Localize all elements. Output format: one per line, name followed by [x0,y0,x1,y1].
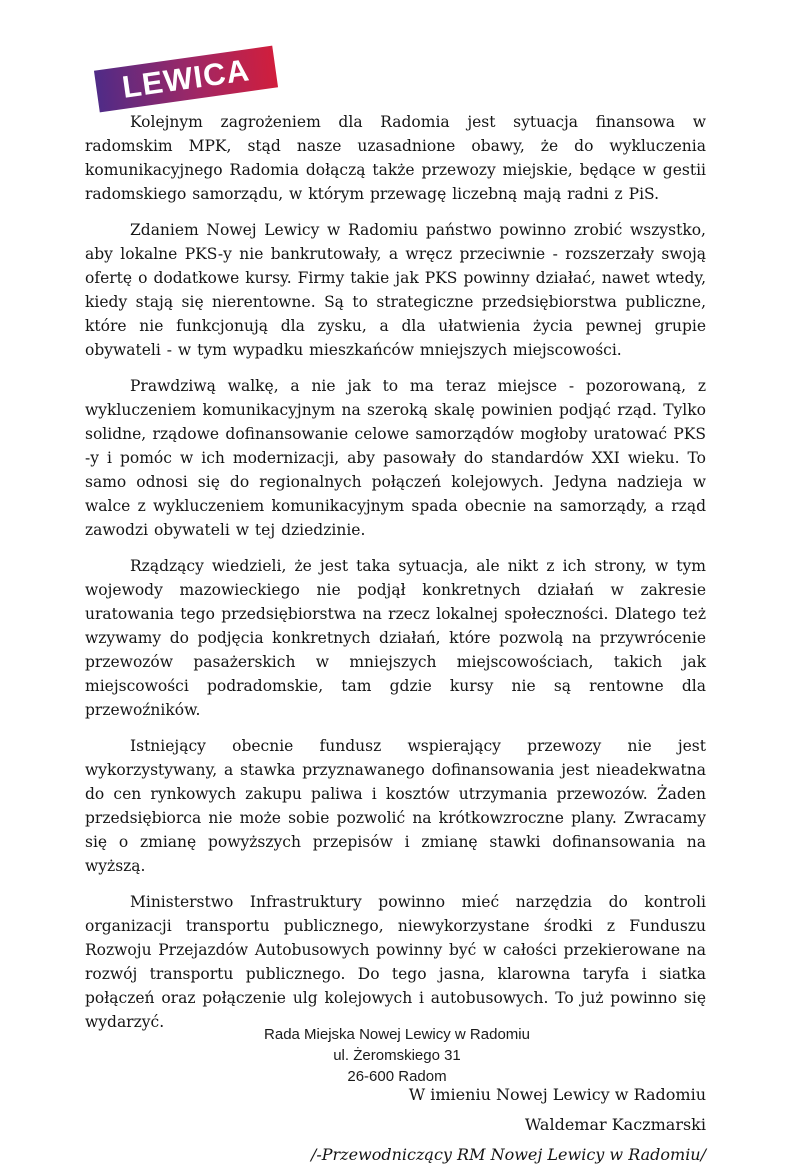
body-paragraph: Rządzący wiedzieli, że jest taka sytuacja, ale nikt z ich strony, w tym wojewody mazowieckiego nie podjął konkretnych działań w zakresie uratowania tego przedsiębiorstwa na rzecz lokalnej społeczności. Dlatego też wzywamy do podjęcia konkretnych działań, które pozwolą na przywrócenie przewozów pasażerskich w mniejszych miejscowościach, takich jak miejscowości podradomskie, tam gdzie kursy nie są rentowne dla przewoźników. [85,557,706,719]
signature-name: Waldemar Kaczmarski [524,1115,706,1134]
body-paragraph: Ministerstwo Infrastruktury powinno mieć narzędzia do kontroli organizacji transportu publicznego, niewykorzystane środki z Funduszu Rozwoju Przejazdów Autobusowych powinny być w całości przekierowane na rozwój transportu publicznego. Do tego jasna, klarowna taryfa i siatka połączeń oraz połączenie ulg kolejowych i autobusowych. To już powinno się wydarzyć. [85,893,706,1031]
footer-city: 26-600 Radom [347,1068,447,1085]
lewica-logo [94,46,278,112]
body-paragraph: Zdaniem Nowej Lewicy w Radomiu państwo powinno zrobić wszystko, aby lokalne PKS-y nie bankrutowały, a wręcz przeciwnie - rozszerzały swoją ofertę o dodatkowe kursy. Firmy takie jak PKS powinny działać, nawet wtedy, kiedy stają się nierentowne. Są to strategiczne przedsiębiorstwa publiczne, które nie funkcjonują dla zysku, a dla ułatwienia życia pewnej grupie obywateli - w tym wypadku mieszkańców mniejszych miejscowości. [85,221,706,359]
lewica-logo-banner [94,46,278,113]
body-paragraph: Istniejący obecnie fundusz wspierający przewozy nie jest wykorzystywany, a stawka przyznawanego dofinansowania jest nieadekwatna do cen rynkowych zakupu paliwa i kosztów utrzymania przewozów. Żaden przedsiębiorca nie może sobie pozwolić na krótkowzroczne plany. Zwracamy się o zmianę powyższych przepisów i zmianę stawki dofinansowania na wyższą. [85,737,706,875]
footer-address [0,1024,794,1087]
signature-role: /-Przewodniczący RM Nowej Lewicy w Radomiu/ [310,1145,706,1164]
signature-block [85,1080,706,1170]
footer-street: ul. Żeromskiego 31 [333,1047,461,1064]
letter-body [85,110,706,1170]
signature-on-behalf: W imieniu Nowej Lewicy w Radomiu [408,1085,706,1104]
footer-organization: Rada Miejska Nowej Lewicy w Radomiu [264,1026,530,1043]
body-paragraph: Kolejnym zagrożeniem dla Radomia jest sytuacja finansowa w radomskim MPK, stąd nasze uzasadnione obawy, że do wykluczenia komunikacyjnego Radomia dołączą także przewozy miejskie, będące w gestii radomskiego samorządu, w którym przewagę liczebną mają radni z PiS. [85,113,706,203]
lewica-logo-text: LEWICA [119,51,252,105]
body-paragraph: Prawdziwą walkę, a nie jak to ma teraz miejsce - pozorowaną, z wykluczeniem komunikacyjnym na szeroką skalę powinien podjąć rząd. Tylko solidne, rządowe dofinansowanie celowe samorządów mogłoby uratować PKS -y i pomóc w ich modernizacji, aby pasowały do standardów XXI wieku. To samo odnosi się do regionalnych połączeń kolejowych. Jedyna nadzieja w walce z wykluczeniem komunikacyjnym spada obecnie na samorządy, a rząd zawodzi obywateli w tej dziedzinie. [85,377,706,539]
